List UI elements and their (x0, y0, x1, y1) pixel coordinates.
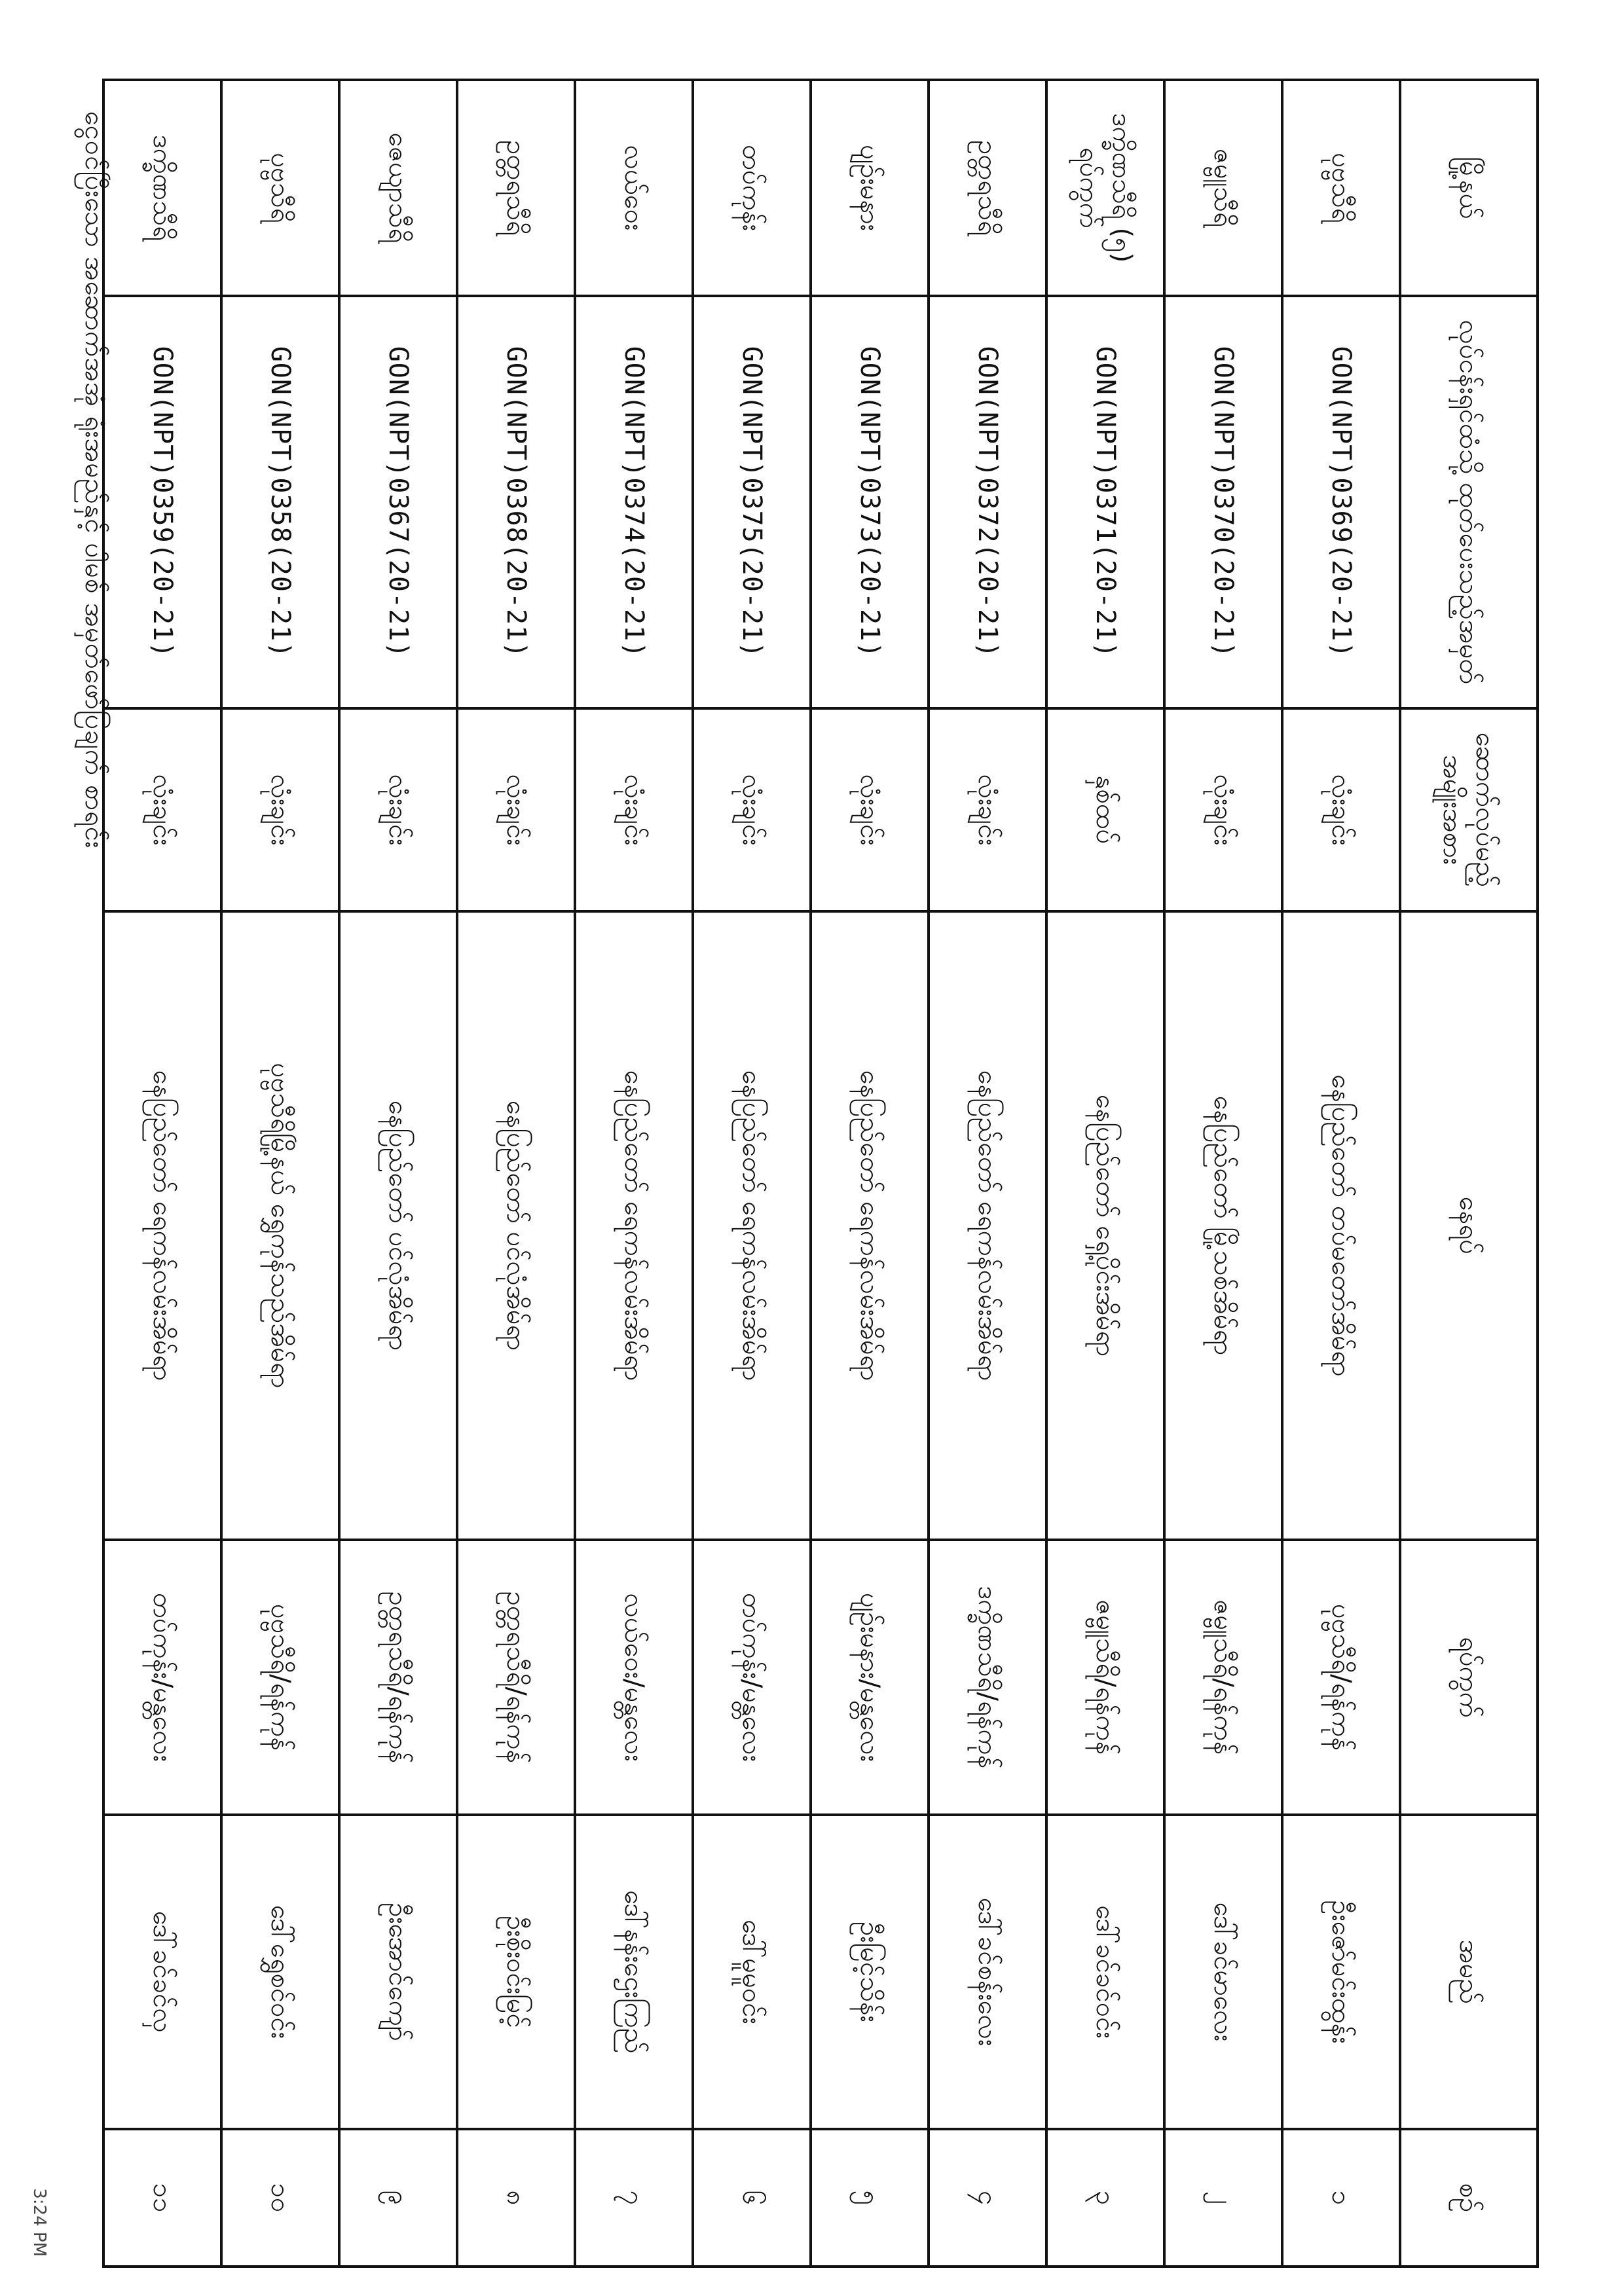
table-row (811, 80, 929, 2267)
cell-zone: ပျဉ်းမနား/မန္တလေး (811, 1540, 929, 1815)
cell-kind: နှစ်ထပ် (1046, 708, 1164, 911)
table-row (1046, 80, 1164, 2267)
cell-location: နေပြည်တော် ရေကန်လမ်းအိမ်ရာ (103, 911, 221, 1540)
header-location: နေရပ် (1400, 911, 1538, 1540)
table-row (929, 80, 1046, 2267)
cell-serial: ၈ (457, 2129, 575, 2267)
table-row (693, 80, 811, 2267)
cell-town: ဒက္ခိဏသီရိ (၅) ရပ်ကွက် (1046, 80, 1164, 296)
document-caption: ‌ငွေဝင်ပြီးသော အဆောက်အအုံ ရုံးအမည်နှင့် ပါမစ် အမှတ်ဖော်ပြချက် စာရင်း (79, 111, 109, 849)
cell-number: GON(NPT)0373(20-21) (811, 296, 929, 708)
cell-kind: လုံးချင်း (693, 708, 811, 911)
table-row (103, 80, 221, 2267)
header-town: မြို့နယ် (1400, 80, 1538, 296)
cell-zone: ဒက္ခိဏသီရိ/ရန်ကုန် (929, 1540, 1046, 1815)
cell-name: ဦးမြင့်သိန်း (811, 1815, 929, 2129)
cell-town: ဇမ္ဗူသီရိ (1164, 80, 1282, 296)
cell-name: ဒေါ်ခင်စန်းလေး (929, 1815, 1046, 2129)
cell-zone: ဇမ္ဗူသီရိ/ရန်ကုန် (1046, 1540, 1164, 1815)
cell-location: နေပြည်တော် ပင်လုံအိမ်ရာ (339, 911, 457, 1540)
table-row (339, 80, 457, 2267)
table-row (457, 80, 575, 2267)
cell-zone: လယ်ဝေး/မန္တလေး (575, 1540, 693, 1815)
cell-name: ဒေါ်နန်းဌေးကြည် (575, 1815, 693, 2129)
cell-location: နေပြည်တော် ရှေ့ပိုင်းအိမ်ရာ (1046, 911, 1164, 1540)
cell-serial: ၇ (575, 2129, 693, 2267)
cell-zone: ပုဗ္ဗသီရိ/ရန်ကုန် (1282, 1540, 1400, 1815)
cell-name: ဒေါ်မူမူဝင်း (693, 1815, 811, 2129)
table-row (1164, 80, 1282, 2267)
cell-location: နေပြည်တော် တပ်မတော်အိမ်ရာ (1282, 911, 1400, 1540)
cell-town: ဒက္ခိဏသီရိ (103, 80, 221, 296)
cell-town: ဇေယျာသီရိ (339, 80, 457, 296)
cell-location: နေပြည်တော် ရေကန်လမ်းအိမ်ရာ (929, 911, 1046, 1540)
cell-zone: ပုဗ္ဗသီရိ/ရန်ကုန် (221, 1540, 339, 1815)
cell-number: GON(NPT)0374(20-21) (575, 296, 693, 708)
cell-kind: လုံးချင်း (1282, 708, 1400, 911)
cell-location: ပုဗ္ဗသီရိမြို့နယ် ရွှေကုန်သည်အိမ်ရာ (221, 911, 339, 1540)
cell-serial: ၁၁ (103, 2129, 221, 2267)
cell-kind: လုံးချင်း (1164, 708, 1282, 911)
cell-kind: လုံးချင်း (929, 708, 1046, 911)
cell-zone: ဥတ္တရသီရိ/ရန်ကုန် (339, 1540, 457, 1815)
cell-number: GON(NPT)0368(20-21) (457, 296, 575, 708)
header-serial: စဉ် (1400, 2129, 1538, 2267)
cell-location: နေပြည်တော် ရေကန်လမ်းအိမ်ရာ (693, 911, 811, 1540)
header-zone: ရပ်ကွက် (1400, 1540, 1538, 1815)
cell-zone: တပ်ကုန်း/မန္တလေး (693, 1540, 811, 1815)
cell-serial: ၉ (339, 2129, 457, 2267)
cell-town: ပုဗ္ဗသီရိ (1282, 80, 1400, 296)
cell-name: ဒေါ်ခင်ခင်လှ (103, 1815, 221, 2129)
table-header-row (1400, 80, 1538, 2267)
cell-serial: ၁၀ (221, 2129, 339, 2267)
cell-town: ဥတ္တရသီရိ (457, 80, 575, 296)
cell-kind: လုံးချင်း (221, 708, 339, 911)
cell-location: နေပြည်တော် ရေကန်လမ်းအိမ်ရာ (575, 911, 693, 1540)
header-number: လုပ်ငန်းရှင်ထံသို့ ထုတ်ပေးသည့်အမှတ် (1400, 296, 1538, 708)
cell-serial: ၄ (929, 2129, 1046, 2267)
cell-number: GON(NPT)0359(20-21) (103, 296, 221, 708)
cell-kind: လုံးချင်း (457, 708, 575, 911)
cell-location: နေပြည်တော် ရေကန်လမ်းအိမ်ရာ (811, 911, 929, 1540)
cell-name: ဒေါ်ခင်မာလေး (1164, 1815, 1282, 2129)
cell-serial: ၆ (693, 2129, 811, 2267)
cell-number: GON(NPT)0375(20-21) (693, 296, 811, 708)
cell-town: ပျဉ်းမနား (811, 80, 929, 296)
cell-name: ဒေါ်ခင်ခင်ဝင်း (1046, 1815, 1164, 2129)
cell-location: နေပြည်တော် မြို့သစ်အိမ်ရာ (1164, 911, 1282, 1540)
cell-zone: ဥတ္တရသီရိ/ရန်ကုန် (457, 1540, 575, 1815)
cell-town: လယ်ဝေး (575, 80, 693, 296)
footer-timestamp: 3:24 PM (29, 2188, 49, 2257)
cell-serial: ၃ (1046, 2129, 1164, 2267)
cell-number: GON(NPT)0371(20-21) (1046, 296, 1164, 708)
cell-kind: လုံးချင်း (811, 708, 929, 911)
cell-serial: ၂ (1164, 2129, 1282, 2267)
cell-name: ဦးစိုးဝင်းမြင့် (457, 1815, 575, 2129)
cell-serial: ၅ (811, 2129, 929, 2267)
header-name: အမည် (1400, 1815, 1538, 2129)
cell-number: GON(NPT)0369(20-21) (1282, 296, 1400, 708)
cell-town: ပုဗ္ဗသီရိ (221, 80, 339, 296)
cell-name: ဦးဇော်မင်းထွန်း (1282, 1815, 1400, 2129)
cell-kind: လုံးချင်း (575, 708, 693, 911)
cell-kind: လုံးချင်း (103, 708, 221, 911)
cell-town: တပ်ကုန်း (693, 80, 811, 296)
cell-name: ဦးအောင်ကျော် (339, 1815, 457, 2129)
cell-name: ဒေါ်ရွှေစင်ဝင်း (221, 1815, 339, 2129)
cell-zone: ဇမ္ဗူသီရိ/ရန်ကုန် (1164, 1540, 1282, 1815)
table-row (575, 80, 693, 2267)
table-row (221, 80, 339, 2267)
cell-zone: တပ်ကုန်း/မန္တလေး (103, 1540, 221, 1815)
cell-location: နေပြည်တော် ပင်လုံအိမ်ရာ (457, 911, 575, 1540)
cell-number: GON(NPT)0367(20-21) (339, 296, 457, 708)
cell-town: ဥတ္တရသီရိ (929, 80, 1046, 296)
cell-number: GON(NPT)0358(20-21) (221, 296, 339, 708)
permit-table (102, 79, 1539, 2268)
cell-number: GON(NPT)0370(20-21) (1164, 296, 1282, 708)
header-kind: ဆောက်လုပ်မည့် အမျိုးအစား (1400, 708, 1538, 911)
cell-number: GON(NPT)0372(20-21) (929, 296, 1046, 708)
table-row (1282, 80, 1400, 2267)
cell-serial: ၁ (1282, 2129, 1400, 2267)
cell-kind: လုံးချင်း (339, 708, 457, 911)
